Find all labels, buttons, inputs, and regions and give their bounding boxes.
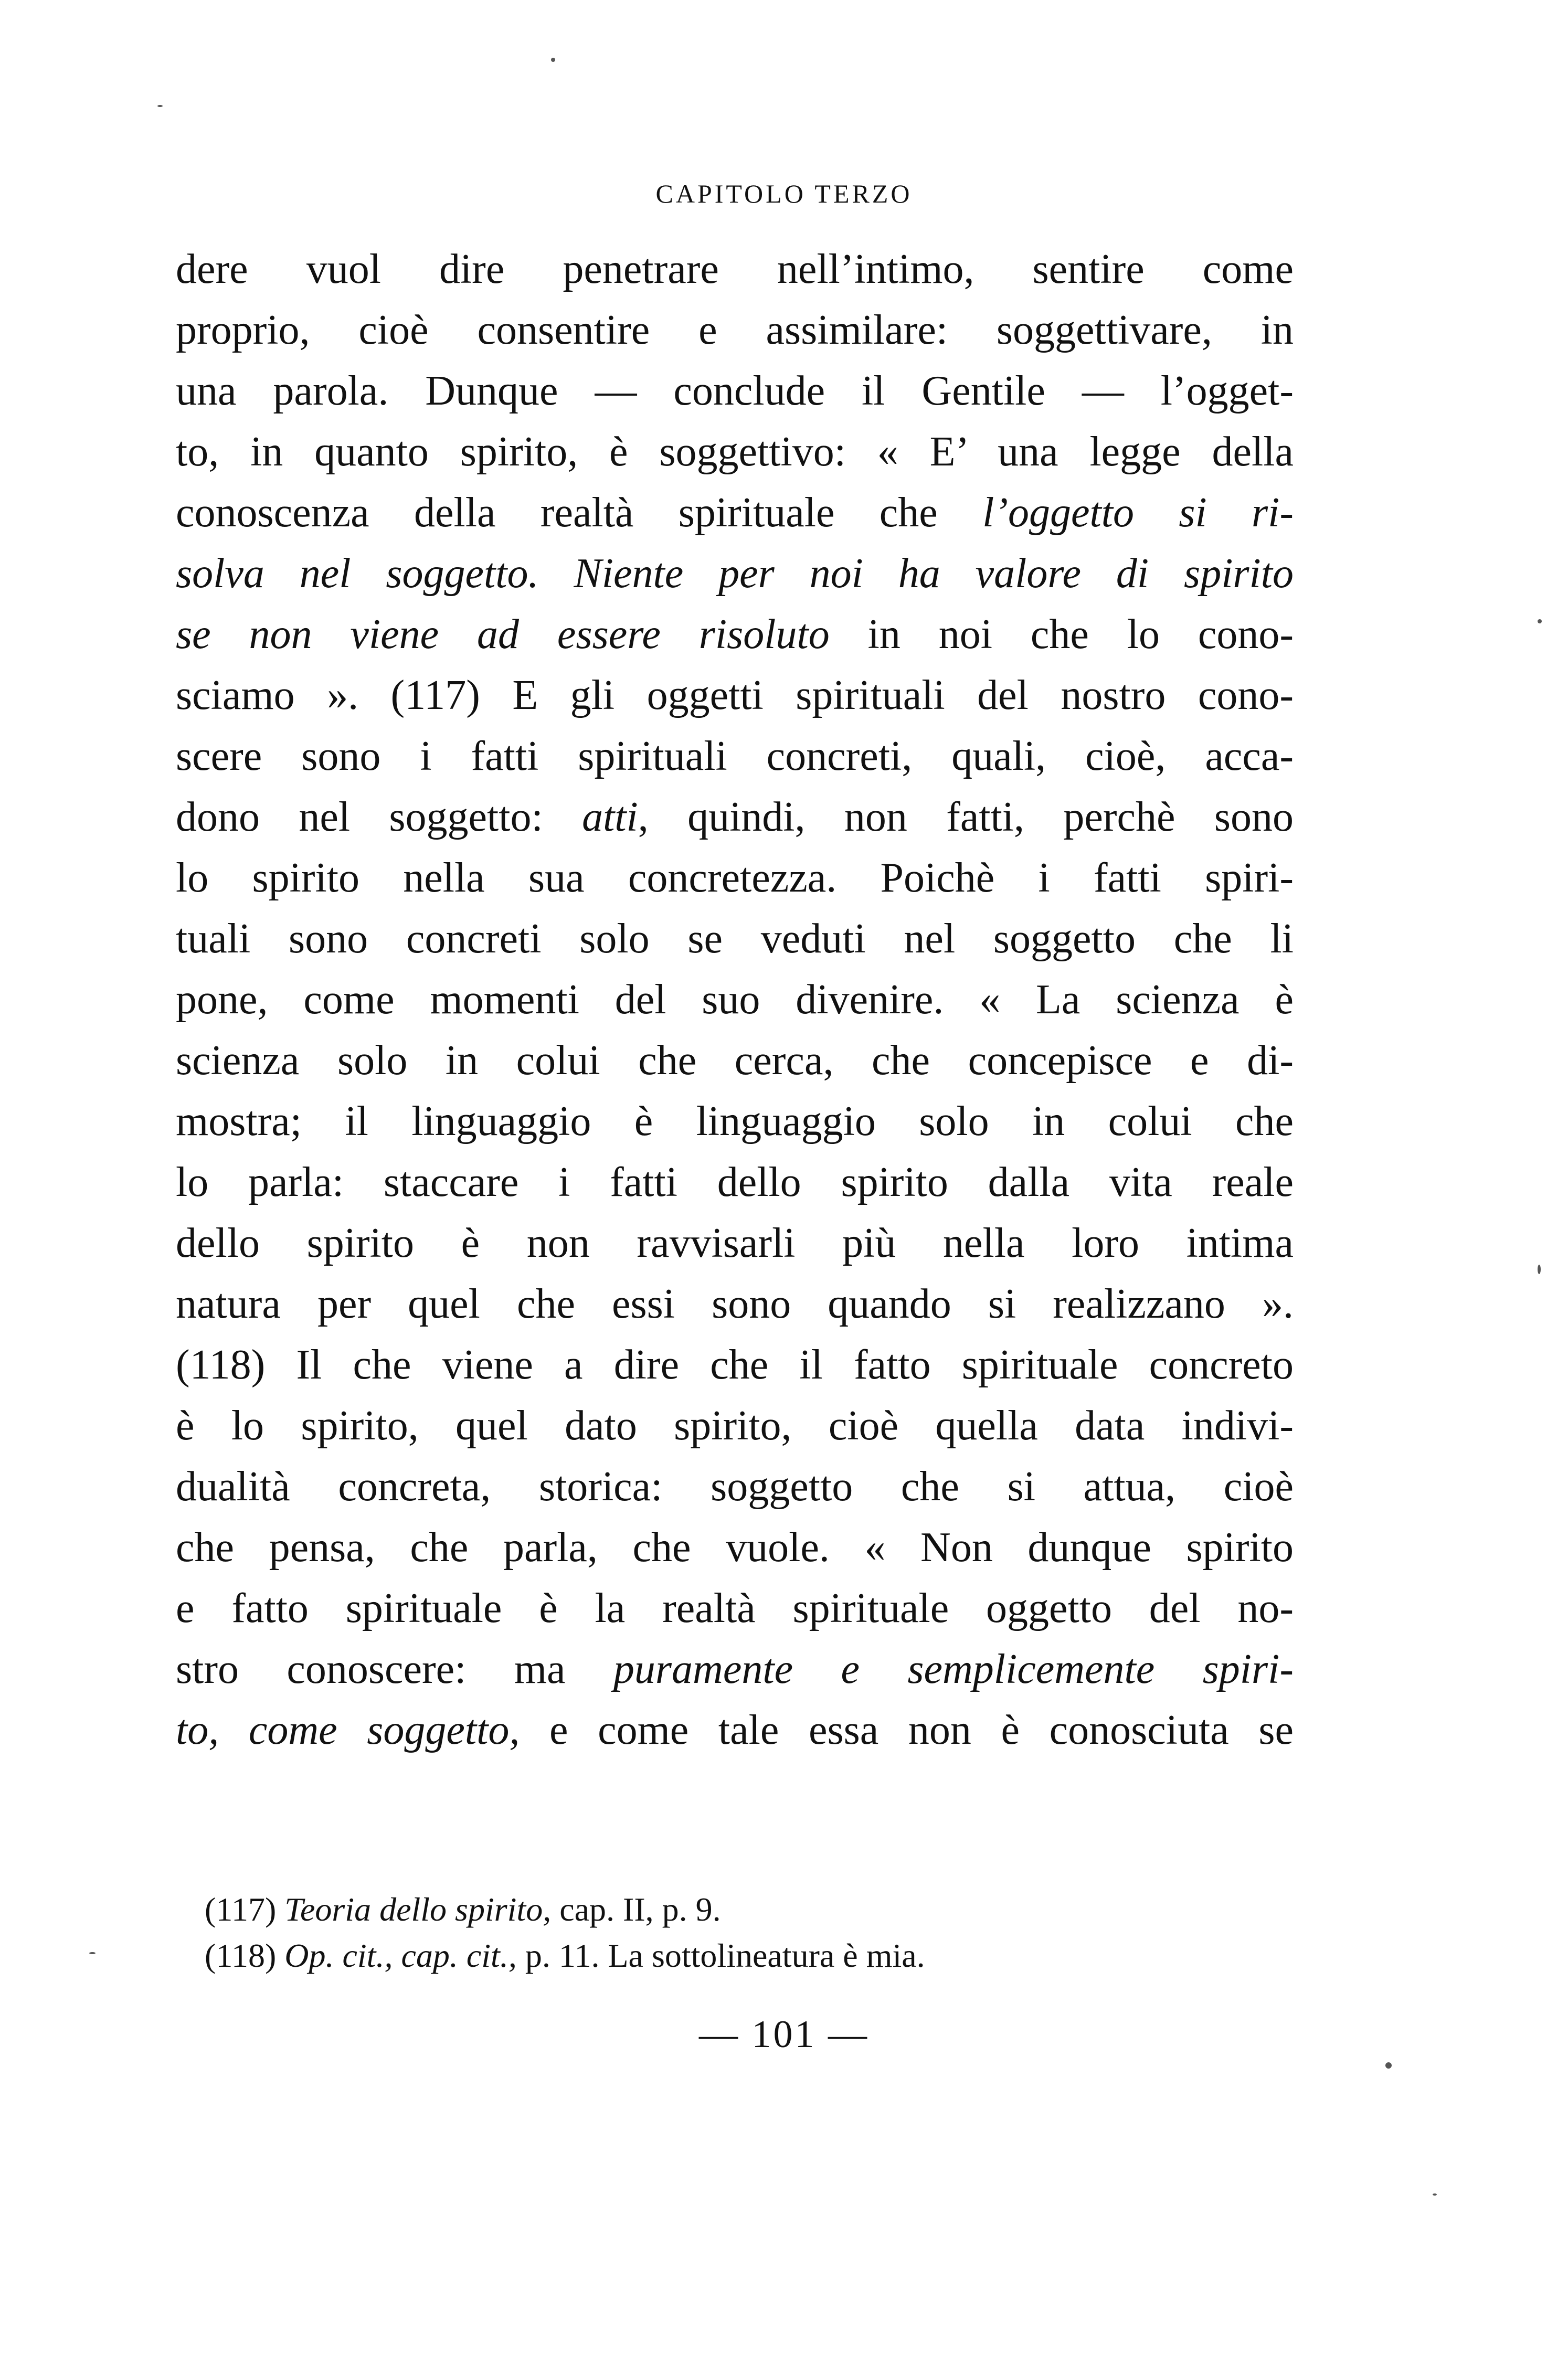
text-line [176, 482, 1294, 543]
text-line [176, 300, 1294, 361]
text-line [176, 847, 1294, 908]
footnote [205, 1933, 1307, 1979]
text-run: , quindi, non fatti, perchè sono [638, 794, 1294, 840]
text-line [176, 1030, 1294, 1091]
text-run: dono nel soggetto: [176, 794, 582, 840]
text-line [176, 604, 1294, 665]
scan-speck [89, 1952, 96, 1954]
text-line [176, 1639, 1294, 1700]
text-run: mostra; il linguaggio è linguaggio solo in colui che [176, 1098, 1294, 1144]
text-line [176, 421, 1294, 482]
text-run: (118) Il che viene a dire che il fatto spirituale concreto [176, 1342, 1294, 1388]
text-line [176, 969, 1294, 1030]
text-run: e come tale essa non è conosciuta se [520, 1707, 1294, 1753]
text-run: lo spirito nella sua concretezza. Poichè i fatti spiri- [176, 855, 1294, 901]
text-line [176, 1456, 1294, 1517]
italic-text: puramente e semplicemente spiri- [613, 1646, 1294, 1692]
text-run: è lo spirito, quel dato spirito, cioè quella data indivi- [176, 1403, 1294, 1449]
text-line [176, 1395, 1294, 1456]
text-run: che pensa, che parla, che vuole. « Non dunque spirito [176, 1524, 1294, 1571]
text-run: una parola. Dunque — conclude il Gentile — l’ogget- [176, 368, 1294, 414]
text-run: sciamo ». (117) E gli oggetti spirituali del nostro cono- [176, 672, 1294, 718]
italic-text: atti [582, 794, 638, 840]
scan-speck [1433, 2193, 1437, 2196]
text-run: (117) [205, 1891, 285, 1928]
scan-speck [157, 105, 163, 107]
running-head: CAPITOLO TERZO [655, 179, 913, 208]
italic-text: Op. cit., cap. cit., [284, 1937, 517, 1974]
text-run: stro conoscere: ma [176, 1646, 613, 1692]
text-line [176, 665, 1294, 726]
text-run: pone, come momenti del suo divenire. « La scienza è [176, 977, 1294, 1023]
scan-speck [1385, 2062, 1392, 2069]
text-run: (118) [205, 1937, 285, 1974]
italic-text: l’oggetto si ri- [982, 490, 1294, 536]
scan-speck [1538, 1265, 1541, 1274]
text-line [176, 908, 1294, 969]
text-run: scienza solo in colui che cerca, che concepisce e di- [176, 1037, 1294, 1084]
text-run: dualità concreta, storica: soggetto che si attua, cioè [176, 1464, 1294, 1510]
text-run: scere sono i fatti spirituali concreti, quali, cioè, acca- [176, 733, 1294, 779]
scan-speck [1538, 619, 1542, 623]
text-line [176, 1700, 1294, 1761]
text-line [176, 543, 1294, 604]
text-line [176, 787, 1294, 847]
page-number: — 101 — [699, 2013, 869, 2056]
text-run: dello spirito è non ravvisarli più nella loro intima [176, 1220, 1294, 1266]
body-text [176, 239, 1294, 1761]
text-run: e fatto spirituale è la realtà spirituale oggetto del no- [176, 1585, 1294, 1631]
text-run: to, in quanto spirito, è soggettivo: « E’ una legge della [176, 429, 1294, 475]
italic-text: to, come soggetto, [176, 1707, 520, 1753]
text-line [176, 1152, 1294, 1213]
text-run: in noi che lo cono- [829, 611, 1294, 658]
italic-text: se non viene ad essere risoluto [176, 611, 830, 658]
italic-text: Teoria dello spirito, [284, 1891, 552, 1928]
text-run: tuali sono concreti solo se veduti nel soggetto che li [176, 916, 1294, 962]
text-line [176, 1274, 1294, 1334]
text-run: conoscenza della realtà spirituale che [176, 490, 983, 536]
footnotes [205, 1886, 1307, 1979]
text-run: dere vuol dire penetrare nell’intimo, sentire come [176, 246, 1294, 292]
text-run: proprio, cioè consentire e assimilare: soggettivare, in [176, 307, 1294, 353]
scan-speck [551, 58, 555, 62]
text-line [176, 239, 1294, 300]
text-line [176, 361, 1294, 421]
text-line [176, 1517, 1294, 1578]
text-run: lo parla: staccare i fatti dello spirito dalla vita reale [176, 1159, 1294, 1205]
footnote [205, 1886, 1307, 1933]
text-line [176, 1091, 1294, 1152]
text-line [176, 1213, 1294, 1274]
text-run: natura per quel che essi sono quando si realizzano ». [176, 1281, 1294, 1327]
italic-text: solva nel soggetto. Niente per noi ha valore di spirito [176, 550, 1294, 597]
text-line [176, 1334, 1294, 1395]
text-line [176, 726, 1294, 787]
text-line [176, 1578, 1294, 1639]
text-run: cap. II, p. 9. [551, 1891, 721, 1928]
text-run: p. 11. La sottolineatura è mia. [516, 1937, 925, 1974]
